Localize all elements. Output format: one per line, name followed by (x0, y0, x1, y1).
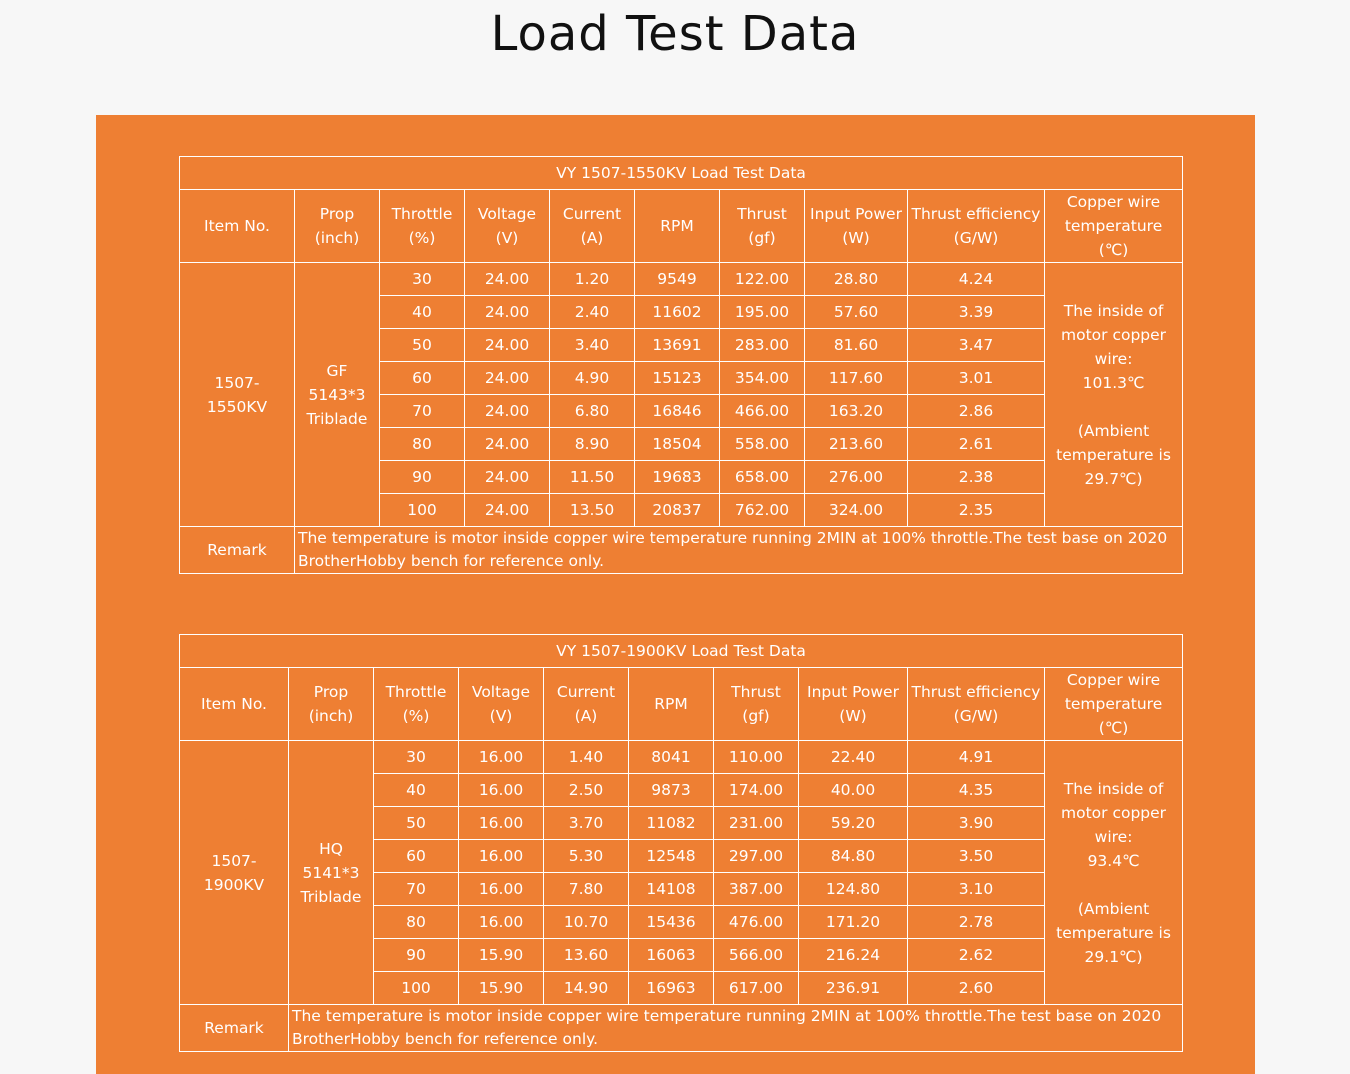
page-title: Load Test Data (490, 6, 860, 62)
column-header (1045, 668, 1183, 741)
table-cell: 171.20 (799, 906, 908, 939)
table-cell: 3.40 (550, 329, 635, 362)
header-line: Item No. (201, 695, 267, 713)
table-cell: 3.01 (908, 362, 1045, 395)
table-cell: 3.10 (908, 873, 1045, 906)
table-cell: 174.00 (714, 774, 799, 807)
text-line: The inside of (1063, 779, 1164, 798)
column-header (908, 190, 1045, 263)
table-cell: 15436 (629, 906, 714, 939)
text-line: 93.4℃ (1087, 851, 1140, 870)
column-header (295, 190, 380, 263)
table-cell: 16.00 (459, 840, 544, 873)
table-cell: 16.00 (459, 906, 544, 939)
table-cell: 658.00 (720, 461, 805, 494)
text-line: 5141*3 (302, 863, 360, 882)
table-cell: 24.00 (465, 494, 550, 527)
header-line: (W) (839, 707, 867, 725)
header-line: temperature (1064, 695, 1163, 713)
header-line: Thrust (737, 205, 787, 223)
table-cell: 6.80 (550, 395, 635, 428)
header-line: Input Power (807, 683, 899, 701)
column-header (805, 190, 908, 263)
table-cell: 24.00 (465, 395, 550, 428)
text-line: motor copper (1061, 803, 1167, 822)
table-cell: 9549 (635, 263, 720, 296)
header-line: Current (556, 683, 616, 701)
table-cell: 50 (380, 329, 465, 362)
table-cell: 20837 (635, 494, 720, 527)
header-line: Copper wire (1066, 193, 1161, 211)
table-cell: 24.00 (465, 263, 550, 296)
table-cell: 3.39 (908, 296, 1045, 329)
table-cell: 3.70 (544, 807, 629, 840)
header-line: (A) (580, 229, 604, 247)
table-cell: 24.00 (465, 296, 550, 329)
table-cell: 1.40 (544, 741, 629, 774)
text-line: 1550KV (206, 397, 268, 416)
table-cell: 100 (374, 972, 459, 1005)
remark-label: Remark (180, 527, 295, 574)
table-cell: 14.90 (544, 972, 629, 1005)
header-line: (W) (842, 229, 870, 247)
table-cell: 2.50 (544, 774, 629, 807)
column-header (629, 668, 714, 741)
table-cell: 2.61 (908, 428, 1045, 461)
table-cell: 80 (380, 428, 465, 461)
table-cell: 13.60 (544, 939, 629, 972)
remark-text: The temperature is motor inside copper wire temperature running 2MIN at 100% throttle.The test base on 2020 BrotherHobby bench for reference only. (295, 527, 1183, 574)
table-cell: 324.00 (805, 494, 908, 527)
header-line: Copper wire (1066, 671, 1161, 689)
table-cell: 354.00 (720, 362, 805, 395)
header-line: RPM (654, 695, 688, 713)
table-cell: 122.00 (720, 263, 805, 296)
column-header (380, 190, 465, 263)
caption-row (180, 635, 1183, 668)
table-cell: 40.00 (799, 774, 908, 807)
header-line: Thrust (731, 683, 781, 701)
remark-label: Remark (180, 1005, 289, 1052)
table-cell: 213.60 (805, 428, 908, 461)
table-cell: 90 (380, 461, 465, 494)
table-row (180, 263, 1183, 296)
table-cell: 30 (380, 263, 465, 296)
table-cell: 3.47 (908, 329, 1045, 362)
header-line: (gf) (748, 229, 776, 247)
table-cell: 4.90 (550, 362, 635, 395)
table-cell: 24.00 (465, 329, 550, 362)
header-line: Throttle (391, 205, 453, 223)
table-cell: 24.00 (465, 362, 550, 395)
header-line: Input Power (810, 205, 902, 223)
column-header (908, 668, 1045, 741)
table-cell: 15.90 (459, 939, 544, 972)
load-test-table-1900kv (179, 634, 1183, 1052)
header-line: (gf) (742, 707, 770, 725)
table-cell: 13691 (635, 329, 720, 362)
table-cell: 81.60 (805, 329, 908, 362)
load-test-table-1550kv (179, 156, 1183, 574)
text-line: 1900KV (203, 875, 265, 894)
table-cell: 297.00 (714, 840, 799, 873)
header-line: (A) (574, 707, 598, 725)
table-cell: 60 (380, 362, 465, 395)
table-cell: 124.80 (799, 873, 908, 906)
table-cell: 11602 (635, 296, 720, 329)
table-row (180, 741, 1183, 774)
text-line: 29.7℃) (1084, 469, 1143, 488)
table-cell: 8041 (629, 741, 714, 774)
table-caption: VY 1507-1550KV Load Test Data (180, 157, 1183, 190)
table-cell: 2.62 (908, 939, 1045, 972)
table-cell: 100 (380, 494, 465, 527)
table-cell: 15123 (635, 362, 720, 395)
table-cell: 70 (374, 873, 459, 906)
table-cell: 24.00 (465, 461, 550, 494)
table-cell: 13.50 (550, 494, 635, 527)
copper-temperature-note (1045, 741, 1183, 1005)
table-cell: 19683 (635, 461, 720, 494)
column-header (799, 668, 908, 741)
text-line: GF (326, 361, 348, 380)
table-cell: 16.00 (459, 807, 544, 840)
table-cell: 22.40 (799, 741, 908, 774)
text-line: The inside of (1063, 301, 1164, 320)
table-cell: 60 (374, 840, 459, 873)
table-cell: 11082 (629, 807, 714, 840)
table-cell: 558.00 (720, 428, 805, 461)
text-line: 101.3℃ (1082, 373, 1145, 392)
header-line: temperature (1064, 217, 1163, 235)
table-cell: 231.00 (714, 807, 799, 840)
table-cell: 283.00 (720, 329, 805, 362)
column-header (459, 668, 544, 741)
text-line: Triblade (306, 409, 368, 428)
column-header (180, 190, 295, 263)
table-cell: 2.60 (908, 972, 1045, 1005)
table-cell: 7.80 (544, 873, 629, 906)
text-line: wire: (1094, 827, 1133, 846)
table-cell: 617.00 (714, 972, 799, 1005)
table-cell: 276.00 (805, 461, 908, 494)
text-line: 1507- (211, 851, 257, 870)
header-line: RPM (660, 217, 694, 235)
table-cell: 4.35 (908, 774, 1045, 807)
remark-text: The temperature is motor inside copper wire temperature running 2MIN at 100% throttle.The test base on 2020 BrotherHobby bench for reference only. (289, 1005, 1183, 1052)
column-header (465, 190, 550, 263)
table-caption: VY 1507-1900KV Load Test Data (180, 635, 1183, 668)
header-line: (G/W) (953, 229, 999, 247)
orange-panel (96, 115, 1255, 1074)
table-cell: 9873 (629, 774, 714, 807)
table-cell: 59.20 (799, 807, 908, 840)
header-line: Item No. (204, 217, 270, 235)
header-line: (%) (408, 229, 436, 247)
table-cell: 57.60 (805, 296, 908, 329)
table-cell: 12548 (629, 840, 714, 873)
header-line: Voltage (471, 683, 531, 701)
header-line: Prop (313, 683, 349, 701)
header-line: Prop (319, 205, 355, 223)
table-cell: 216.24 (799, 939, 908, 972)
table-cell: 40 (374, 774, 459, 807)
table-cell: 2.38 (908, 461, 1045, 494)
caption-row (180, 157, 1183, 190)
copper-temperature-note (1045, 263, 1183, 527)
column-header (720, 190, 805, 263)
table-cell: 2.35 (908, 494, 1045, 527)
text-line: HQ (319, 839, 343, 858)
header-line: Thrust efficiency (911, 205, 1041, 223)
column-header (180, 668, 289, 741)
prop-cell (295, 263, 380, 527)
table-cell: 466.00 (720, 395, 805, 428)
table-cell: 566.00 (714, 939, 799, 972)
table-cell: 30 (374, 741, 459, 774)
column-header (1045, 190, 1183, 263)
table-cell: 8.90 (550, 428, 635, 461)
table-cell: 18504 (635, 428, 720, 461)
text-line: (Ambient (1077, 899, 1150, 918)
header-line: (℃) (1098, 241, 1129, 259)
table-cell: 163.20 (805, 395, 908, 428)
header-line: (V) (495, 229, 519, 247)
table-cell: 16.00 (459, 741, 544, 774)
header-line: (V) (489, 707, 513, 725)
table-cell: 11.50 (550, 461, 635, 494)
table-cell: 80 (374, 906, 459, 939)
table-cell: 4.24 (908, 263, 1045, 296)
column-header (635, 190, 720, 263)
header-line: (inch) (308, 707, 354, 725)
remark-row (180, 1005, 1183, 1052)
text-line: temperature is (1056, 923, 1171, 942)
table-cell: 236.91 (799, 972, 908, 1005)
table-cell: 387.00 (714, 873, 799, 906)
header-row (180, 190, 1183, 263)
text-line: Triblade (300, 887, 362, 906)
table-cell: 4.91 (908, 741, 1045, 774)
text-line: (Ambient (1077, 421, 1150, 440)
table-cell: 14108 (629, 873, 714, 906)
text-line: 1507- (214, 373, 260, 392)
header-row (180, 668, 1183, 741)
column-header (289, 668, 374, 741)
text-line: 5143*3 (308, 385, 366, 404)
table-cell: 16063 (629, 939, 714, 972)
table-cell: 50 (374, 807, 459, 840)
table-cell: 90 (374, 939, 459, 972)
table-cell: 117.60 (805, 362, 908, 395)
header-line: Thrust efficiency (911, 683, 1041, 701)
table-cell: 110.00 (714, 741, 799, 774)
table-cell: 16846 (635, 395, 720, 428)
table-cell: 40 (380, 296, 465, 329)
table-cell: 16.00 (459, 873, 544, 906)
header-line: (℃) (1098, 719, 1129, 737)
table-cell: 15.90 (459, 972, 544, 1005)
text-line: 29.1℃) (1084, 947, 1143, 966)
header-line: (%) (402, 707, 430, 725)
column-header (544, 668, 629, 741)
header-line: Voltage (477, 205, 537, 223)
text-line: temperature is (1056, 445, 1171, 464)
table-cell: 195.00 (720, 296, 805, 329)
header-line: Current (562, 205, 622, 223)
table-cell: 5.30 (544, 840, 629, 873)
header-line: (G/W) (953, 707, 999, 725)
header-line: Throttle (385, 683, 447, 701)
table-cell: 1.20 (550, 263, 635, 296)
spacer (1047, 395, 1180, 419)
table-cell: 16963 (629, 972, 714, 1005)
table-cell: 2.78 (908, 906, 1045, 939)
text-line: motor copper (1061, 325, 1167, 344)
item-no-cell (180, 741, 289, 1005)
table-cell: 476.00 (714, 906, 799, 939)
column-header (374, 668, 459, 741)
prop-cell (289, 741, 374, 1005)
table-cell: 84.80 (799, 840, 908, 873)
text-line: wire: (1094, 349, 1133, 368)
table-cell: 10.70 (544, 906, 629, 939)
header-line: (inch) (314, 229, 360, 247)
table-cell: 70 (380, 395, 465, 428)
spacer (1047, 873, 1180, 897)
column-header (550, 190, 635, 263)
item-no-cell (180, 263, 295, 527)
table-cell: 28.80 (805, 263, 908, 296)
table-cell: 16.00 (459, 774, 544, 807)
table-cell: 3.50 (908, 840, 1045, 873)
table-cell: 2.40 (550, 296, 635, 329)
column-header (714, 668, 799, 741)
table-cell: 2.86 (908, 395, 1045, 428)
table-cell: 3.90 (908, 807, 1045, 840)
remark-row (180, 527, 1183, 574)
table-cell: 762.00 (720, 494, 805, 527)
table-cell: 24.00 (465, 428, 550, 461)
